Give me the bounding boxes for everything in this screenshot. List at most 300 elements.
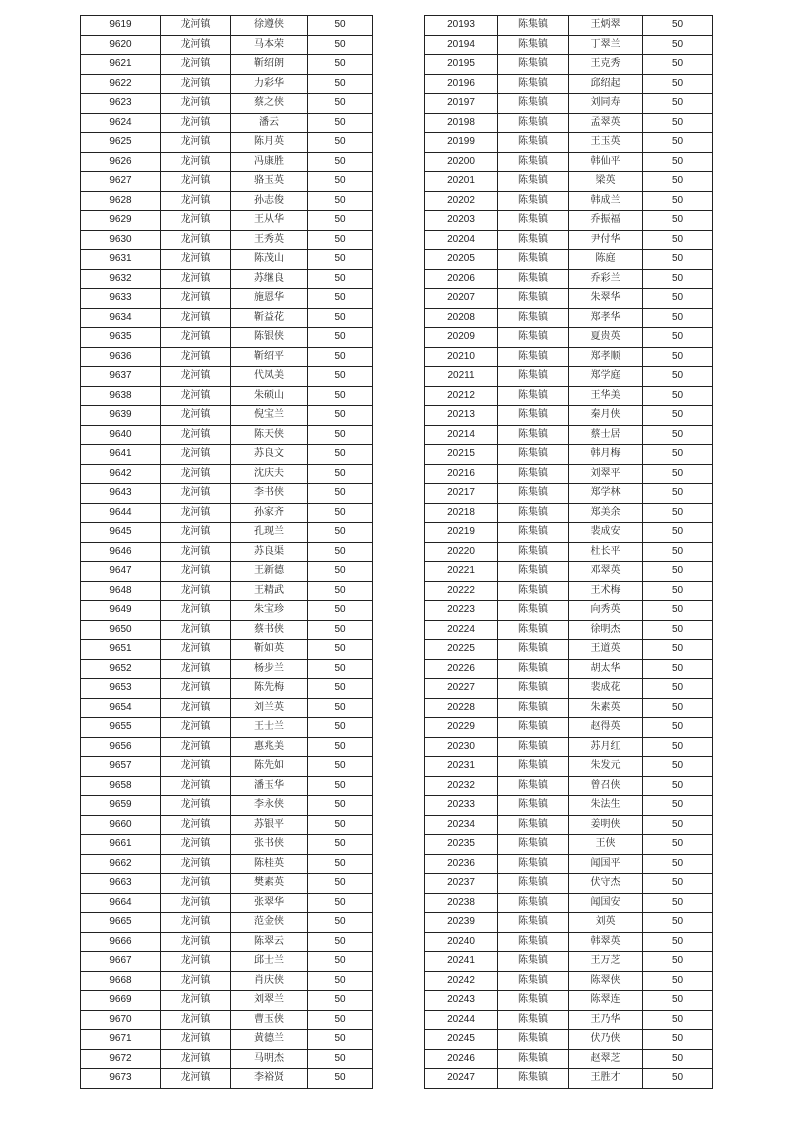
town-cell: 龙河镇 xyxy=(161,464,231,484)
town-cell: 龙河镇 xyxy=(161,211,231,231)
amount-cell: 50 xyxy=(308,893,373,913)
name-cell: 陈月英 xyxy=(231,133,308,153)
amount-cell: 50 xyxy=(308,1069,373,1089)
name-cell: 蔡士居 xyxy=(569,425,643,445)
town-cell: 陈集镇 xyxy=(498,698,569,718)
name-cell: 曹玉侠 xyxy=(231,1010,308,1030)
amount-cell: 50 xyxy=(308,74,373,94)
left-table-body xyxy=(81,16,373,1089)
amount-cell: 50 xyxy=(643,1049,713,1069)
record-id-cell: 20233 xyxy=(425,796,498,816)
table-row xyxy=(425,854,713,874)
record-id-cell: 20221 xyxy=(425,562,498,582)
town-cell: 龙河镇 xyxy=(161,542,231,562)
record-id-cell: 9630 xyxy=(81,230,161,250)
table-row xyxy=(425,542,713,562)
amount-cell: 50 xyxy=(308,620,373,640)
record-id-cell: 9631 xyxy=(81,250,161,270)
table-row xyxy=(81,1069,373,1089)
town-cell: 陈集镇 xyxy=(498,1030,569,1050)
name-cell: 陈桂英 xyxy=(231,854,308,874)
amount-cell: 50 xyxy=(308,776,373,796)
record-id-cell: 20237 xyxy=(425,874,498,894)
amount-cell: 50 xyxy=(308,854,373,874)
table-row xyxy=(425,503,713,523)
record-id-cell: 9638 xyxy=(81,386,161,406)
table-row xyxy=(425,1069,713,1089)
left-table xyxy=(80,15,373,1089)
table-row xyxy=(81,698,373,718)
name-cell: 刘兰英 xyxy=(231,698,308,718)
table-row xyxy=(81,367,373,387)
table-row xyxy=(425,464,713,484)
name-cell: 陈茂山 xyxy=(231,250,308,270)
town-cell: 龙河镇 xyxy=(161,191,231,211)
record-id-cell: 20203 xyxy=(425,211,498,231)
amount-cell: 50 xyxy=(643,16,713,36)
table-row xyxy=(81,55,373,75)
amount-cell: 50 xyxy=(643,133,713,153)
amount-cell: 50 xyxy=(308,308,373,328)
town-cell: 陈集镇 xyxy=(498,152,569,172)
name-cell: 苏良文 xyxy=(231,445,308,465)
amount-cell: 50 xyxy=(308,1030,373,1050)
town-cell: 陈集镇 xyxy=(498,133,569,153)
town-cell: 龙河镇 xyxy=(161,269,231,289)
name-cell: 裴成安 xyxy=(569,523,643,543)
town-cell: 龙河镇 xyxy=(161,718,231,738)
amount-cell: 50 xyxy=(643,1069,713,1089)
town-cell: 陈集镇 xyxy=(498,347,569,367)
record-id-cell: 20238 xyxy=(425,893,498,913)
table-row xyxy=(425,191,713,211)
amount-cell: 50 xyxy=(308,94,373,114)
town-cell: 陈集镇 xyxy=(498,737,569,757)
record-id-cell: 20246 xyxy=(425,1049,498,1069)
table-row xyxy=(81,94,373,114)
town-cell: 龙河镇 xyxy=(161,16,231,36)
record-id-cell: 20202 xyxy=(425,191,498,211)
table-row xyxy=(81,913,373,933)
amount-cell: 50 xyxy=(643,386,713,406)
record-id-cell: 9672 xyxy=(81,1049,161,1069)
amount-cell: 50 xyxy=(308,484,373,504)
record-id-cell: 20240 xyxy=(425,932,498,952)
record-id-cell: 9646 xyxy=(81,542,161,562)
town-cell: 陈集镇 xyxy=(498,523,569,543)
table-row xyxy=(425,152,713,172)
table-row xyxy=(81,133,373,153)
record-id-cell: 9662 xyxy=(81,854,161,874)
name-cell: 赵翠芝 xyxy=(569,1049,643,1069)
amount-cell: 50 xyxy=(308,425,373,445)
table-row xyxy=(425,893,713,913)
table-row xyxy=(81,718,373,738)
name-cell: 徐明杰 xyxy=(569,620,643,640)
town-cell: 陈集镇 xyxy=(498,952,569,972)
amount-cell: 50 xyxy=(308,679,373,699)
town-cell: 龙河镇 xyxy=(161,74,231,94)
table-row xyxy=(425,737,713,757)
record-id-cell: 9645 xyxy=(81,523,161,543)
record-id-cell: 20245 xyxy=(425,1030,498,1050)
table-row xyxy=(425,757,713,777)
record-id-cell: 20247 xyxy=(425,1069,498,1089)
record-id-cell: 9668 xyxy=(81,971,161,991)
table-row xyxy=(81,1030,373,1050)
record-id-cell: 20198 xyxy=(425,113,498,133)
name-cell: 靳益花 xyxy=(231,308,308,328)
record-id-cell: 9653 xyxy=(81,679,161,699)
amount-cell: 50 xyxy=(308,913,373,933)
town-cell: 龙河镇 xyxy=(161,562,231,582)
name-cell: 惠兆美 xyxy=(231,737,308,757)
table-row xyxy=(425,835,713,855)
amount-cell: 50 xyxy=(308,55,373,75)
record-id-cell: 20234 xyxy=(425,815,498,835)
town-cell: 陈集镇 xyxy=(498,269,569,289)
record-id-cell: 20225 xyxy=(425,640,498,660)
name-cell: 闻国安 xyxy=(569,893,643,913)
town-cell: 陈集镇 xyxy=(498,562,569,582)
record-id-cell: 9667 xyxy=(81,952,161,972)
town-cell: 龙河镇 xyxy=(161,698,231,718)
amount-cell: 50 xyxy=(643,445,713,465)
record-id-cell: 9648 xyxy=(81,581,161,601)
record-id-cell: 9642 xyxy=(81,464,161,484)
name-cell: 邱绍起 xyxy=(569,74,643,94)
table-row xyxy=(425,289,713,309)
table-row xyxy=(81,1049,373,1069)
town-cell: 陈集镇 xyxy=(498,1049,569,1069)
table-row xyxy=(425,776,713,796)
name-cell: 丁翠兰 xyxy=(569,35,643,55)
record-id-cell: 20220 xyxy=(425,542,498,562)
record-id-cell: 9639 xyxy=(81,406,161,426)
table-row xyxy=(425,523,713,543)
town-cell: 陈集镇 xyxy=(498,971,569,991)
name-cell: 王克秀 xyxy=(569,55,643,75)
amount-cell: 50 xyxy=(643,464,713,484)
record-id-cell: 20226 xyxy=(425,659,498,679)
name-cell: 陈先梅 xyxy=(231,679,308,699)
town-cell: 龙河镇 xyxy=(161,172,231,192)
table-row xyxy=(81,640,373,660)
amount-cell: 50 xyxy=(643,913,713,933)
table-row xyxy=(81,269,373,289)
name-cell: 王精武 xyxy=(231,581,308,601)
amount-cell: 50 xyxy=(308,35,373,55)
town-cell: 陈集镇 xyxy=(498,211,569,231)
name-cell: 黄德兰 xyxy=(231,1030,308,1050)
table-row xyxy=(81,542,373,562)
amount-cell: 50 xyxy=(308,1010,373,1030)
town-cell: 陈集镇 xyxy=(498,230,569,250)
name-cell: 杜长平 xyxy=(569,542,643,562)
name-cell: 曾召侠 xyxy=(569,776,643,796)
record-id-cell: 20219 xyxy=(425,523,498,543)
town-cell: 龙河镇 xyxy=(161,347,231,367)
name-cell: 朱宝珍 xyxy=(231,601,308,621)
amount-cell: 50 xyxy=(643,289,713,309)
table-row xyxy=(81,250,373,270)
record-id-cell: 9649 xyxy=(81,601,161,621)
town-cell: 陈集镇 xyxy=(498,308,569,328)
town-cell: 陈集镇 xyxy=(498,913,569,933)
town-cell: 陈集镇 xyxy=(498,94,569,114)
amount-cell: 50 xyxy=(308,991,373,1011)
table-row xyxy=(425,172,713,192)
name-cell: 朱法生 xyxy=(569,796,643,816)
amount-cell: 50 xyxy=(643,718,713,738)
table-row xyxy=(425,581,713,601)
table-row xyxy=(81,386,373,406)
name-cell: 刘翠兰 xyxy=(231,991,308,1011)
record-id-cell: 9632 xyxy=(81,269,161,289)
record-id-cell: 20216 xyxy=(425,464,498,484)
town-cell: 龙河镇 xyxy=(161,1010,231,1030)
amount-cell: 50 xyxy=(643,932,713,952)
record-id-cell: 9634 xyxy=(81,308,161,328)
record-id-cell: 9625 xyxy=(81,133,161,153)
amount-cell: 50 xyxy=(643,698,713,718)
name-cell: 张书侠 xyxy=(231,835,308,855)
town-cell: 陈集镇 xyxy=(498,854,569,874)
record-id-cell: 20230 xyxy=(425,737,498,757)
record-id-cell: 9635 xyxy=(81,328,161,348)
table-row xyxy=(81,796,373,816)
name-cell: 王术梅 xyxy=(569,581,643,601)
amount-cell: 50 xyxy=(308,562,373,582)
name-cell: 王从华 xyxy=(231,211,308,231)
town-cell: 陈集镇 xyxy=(498,757,569,777)
record-id-cell: 9658 xyxy=(81,776,161,796)
record-id-cell: 9619 xyxy=(81,16,161,36)
record-id-cell: 20205 xyxy=(425,250,498,270)
right-table-body xyxy=(425,16,713,1089)
name-cell: 沈庆夫 xyxy=(231,464,308,484)
table-row xyxy=(425,815,713,835)
table-row xyxy=(81,328,373,348)
record-id-cell: 20227 xyxy=(425,679,498,699)
table-row xyxy=(81,74,373,94)
record-id-cell: 9636 xyxy=(81,347,161,367)
name-cell: 陈银侠 xyxy=(231,328,308,348)
town-cell: 陈集镇 xyxy=(498,1010,569,1030)
town-cell: 龙河镇 xyxy=(161,581,231,601)
town-cell: 陈集镇 xyxy=(498,406,569,426)
name-cell: 陈翠侠 xyxy=(569,971,643,991)
amount-cell: 50 xyxy=(643,796,713,816)
table-row xyxy=(81,991,373,1011)
name-cell: 孔现兰 xyxy=(231,523,308,543)
table-row xyxy=(425,425,713,445)
town-cell: 陈集镇 xyxy=(498,425,569,445)
table-row xyxy=(81,152,373,172)
record-id-cell: 20208 xyxy=(425,308,498,328)
name-cell: 胡太华 xyxy=(569,659,643,679)
town-cell: 陈集镇 xyxy=(498,503,569,523)
table-row xyxy=(425,55,713,75)
amount-cell: 50 xyxy=(308,542,373,562)
town-cell: 陈集镇 xyxy=(498,659,569,679)
record-id-cell: 20235 xyxy=(425,835,498,855)
name-cell: 孙志俊 xyxy=(231,191,308,211)
name-cell: 杨步兰 xyxy=(231,659,308,679)
record-id-cell: 20204 xyxy=(425,230,498,250)
town-cell: 龙河镇 xyxy=(161,152,231,172)
amount-cell: 50 xyxy=(643,757,713,777)
name-cell: 李书侠 xyxy=(231,484,308,504)
amount-cell: 50 xyxy=(643,659,713,679)
amount-cell: 50 xyxy=(308,757,373,777)
record-id-cell: 20215 xyxy=(425,445,498,465)
record-id-cell: 9655 xyxy=(81,718,161,738)
town-cell: 龙河镇 xyxy=(161,133,231,153)
town-cell: 龙河镇 xyxy=(161,601,231,621)
table-row xyxy=(425,113,713,133)
amount-cell: 50 xyxy=(643,1010,713,1030)
amount-cell: 50 xyxy=(643,815,713,835)
table-row xyxy=(81,952,373,972)
town-cell: 龙河镇 xyxy=(161,932,231,952)
record-id-cell: 9626 xyxy=(81,152,161,172)
name-cell: 秦月侠 xyxy=(569,406,643,426)
amount-cell: 50 xyxy=(643,991,713,1011)
record-id-cell: 9643 xyxy=(81,484,161,504)
amount-cell: 50 xyxy=(643,406,713,426)
amount-cell: 50 xyxy=(308,230,373,250)
table-row xyxy=(81,601,373,621)
record-id-cell: 20199 xyxy=(425,133,498,153)
table-row xyxy=(425,211,713,231)
table-row xyxy=(425,718,713,738)
record-id-cell: 9659 xyxy=(81,796,161,816)
name-cell: 代凤美 xyxy=(231,367,308,387)
name-cell: 靳如英 xyxy=(231,640,308,660)
town-cell: 龙河镇 xyxy=(161,94,231,114)
record-id-cell: 20210 xyxy=(425,347,498,367)
name-cell: 王乃华 xyxy=(569,1010,643,1030)
amount-cell: 50 xyxy=(643,113,713,133)
record-id-cell: 20193 xyxy=(425,16,498,36)
record-id-cell: 20195 xyxy=(425,55,498,75)
name-cell: 朱翠华 xyxy=(569,289,643,309)
name-cell: 王万芝 xyxy=(569,952,643,972)
name-cell: 郑学庭 xyxy=(569,367,643,387)
table-row xyxy=(425,796,713,816)
name-cell: 裴成花 xyxy=(569,679,643,699)
name-cell: 朱硕山 xyxy=(231,386,308,406)
name-cell: 蔡之侠 xyxy=(231,94,308,114)
name-cell: 陈天侠 xyxy=(231,425,308,445)
name-cell: 邓翠英 xyxy=(569,562,643,582)
table-row xyxy=(81,815,373,835)
town-cell: 陈集镇 xyxy=(498,776,569,796)
town-cell: 龙河镇 xyxy=(161,425,231,445)
name-cell: 王新德 xyxy=(231,562,308,582)
record-id-cell: 20244 xyxy=(425,1010,498,1030)
name-cell: 李永侠 xyxy=(231,796,308,816)
amount-cell: 50 xyxy=(643,893,713,913)
record-id-cell: 20229 xyxy=(425,718,498,738)
town-cell: 龙河镇 xyxy=(161,991,231,1011)
record-id-cell: 9654 xyxy=(81,698,161,718)
town-cell: 龙河镇 xyxy=(161,737,231,757)
amount-cell: 50 xyxy=(643,172,713,192)
record-id-cell: 20243 xyxy=(425,991,498,1011)
name-cell: 倪宝兰 xyxy=(231,406,308,426)
town-cell: 陈集镇 xyxy=(498,796,569,816)
table-row xyxy=(425,269,713,289)
town-cell: 龙河镇 xyxy=(161,308,231,328)
record-id-cell: 9628 xyxy=(81,191,161,211)
amount-cell: 50 xyxy=(308,172,373,192)
amount-cell: 50 xyxy=(308,698,373,718)
amount-cell: 50 xyxy=(643,308,713,328)
record-id-cell: 9657 xyxy=(81,757,161,777)
record-id-cell: 9640 xyxy=(81,425,161,445)
record-id-cell: 20209 xyxy=(425,328,498,348)
table-row xyxy=(425,562,713,582)
town-cell: 龙河镇 xyxy=(161,35,231,55)
town-cell: 陈集镇 xyxy=(498,601,569,621)
table-row xyxy=(81,757,373,777)
table-row xyxy=(81,932,373,952)
table-row xyxy=(81,484,373,504)
name-cell: 靳绍朗 xyxy=(231,55,308,75)
table-row xyxy=(81,893,373,913)
table-row xyxy=(425,230,713,250)
record-id-cell: 20211 xyxy=(425,367,498,387)
amount-cell: 50 xyxy=(643,425,713,445)
amount-cell: 50 xyxy=(643,581,713,601)
town-cell: 龙河镇 xyxy=(161,679,231,699)
table-row xyxy=(81,113,373,133)
town-cell: 陈集镇 xyxy=(498,16,569,36)
record-id-cell: 9670 xyxy=(81,1010,161,1030)
table-row xyxy=(81,464,373,484)
record-id-cell: 9652 xyxy=(81,659,161,679)
town-cell: 龙河镇 xyxy=(161,328,231,348)
record-id-cell: 20194 xyxy=(425,35,498,55)
name-cell: 韩翠英 xyxy=(569,932,643,952)
name-cell: 苏继良 xyxy=(231,269,308,289)
name-cell: 伏守杰 xyxy=(569,874,643,894)
town-cell: 龙河镇 xyxy=(161,230,231,250)
name-cell: 陈翠云 xyxy=(231,932,308,952)
town-cell: 陈集镇 xyxy=(498,932,569,952)
record-id-cell: 20217 xyxy=(425,484,498,504)
table-row xyxy=(81,776,373,796)
amount-cell: 50 xyxy=(308,328,373,348)
table-row xyxy=(81,679,373,699)
name-cell: 徐遵侠 xyxy=(231,16,308,36)
town-cell: 龙河镇 xyxy=(161,893,231,913)
record-id-cell: 20228 xyxy=(425,698,498,718)
name-cell: 赵得英 xyxy=(569,718,643,738)
amount-cell: 50 xyxy=(643,484,713,504)
town-cell: 龙河镇 xyxy=(161,640,231,660)
town-cell: 陈集镇 xyxy=(498,191,569,211)
town-cell: 龙河镇 xyxy=(161,1069,231,1089)
town-cell: 龙河镇 xyxy=(161,854,231,874)
name-cell: 王侠 xyxy=(569,835,643,855)
table-row xyxy=(425,1010,713,1030)
table-row xyxy=(81,347,373,367)
record-id-cell: 9660 xyxy=(81,815,161,835)
name-cell: 韩成兰 xyxy=(569,191,643,211)
